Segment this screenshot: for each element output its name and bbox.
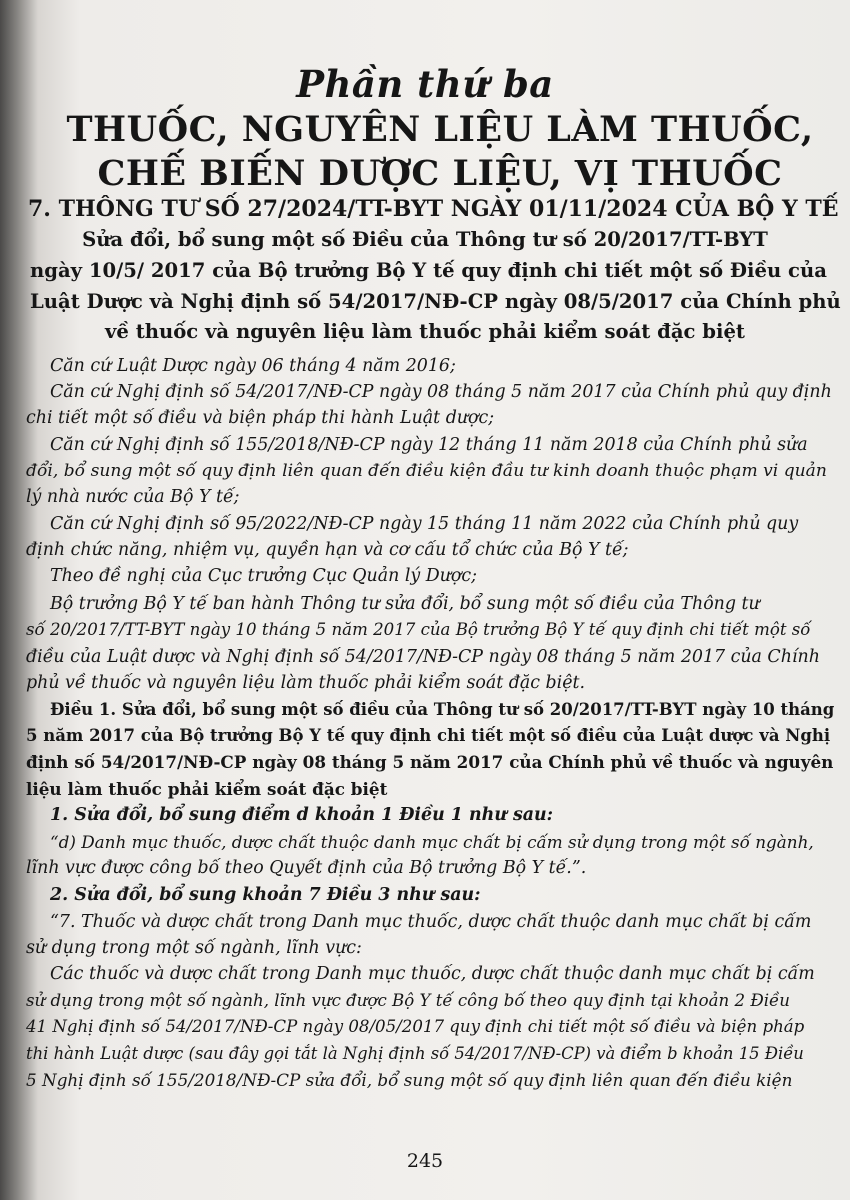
clause-heading: 1. Sửa đổi, bổ sung điểm d khoản 1 Điều 1 như sau:: [50, 805, 554, 825]
preamble-line: Căn cứ Nghị định số 155/2018/NĐ-CP ngày 12 tháng 11 năm 2018 của Chính phủ sửa: [50, 435, 808, 455]
preamble-line: chi tiết một số điều và biện pháp thi hành Luật dược;: [26, 408, 495, 428]
article-1-heading: định số 54/2017/NĐ-CP ngày 08 tháng 5 năm 2017 của Chính phủ về thuốc và nguyên: [26, 752, 834, 772]
article-1-heading: liệu làm thuốc phải kiểm soát đặc biệt: [26, 779, 388, 799]
clause-text-line: thi hành Luật dược (sau đây gọi tắt là Nghị định số 54/2017/NĐ-CP) và điểm b khoản 15 Điều: [26, 1044, 804, 1063]
preamble-line: Căn cứ Nghị định số 95/2022/NĐ-CP ngày 15 tháng 11 năm 2022 của Chính phủ quy: [50, 514, 799, 534]
section-title-line-2: CHẾ BIẾN DƯỢC LIỆU, VỊ THUỐC: [97, 153, 783, 194]
clause-text-line: “d) Danh mục thuốc, dược chất thuộc danh mục chất bị cấm sử dụng trong một số ngành,: [50, 832, 814, 852]
circular-subtitle-line: ngày 10/5/ 2017 của Bộ trưởng Bộ Y tế quy định chi tiết một số Điều của: [30, 259, 827, 282]
preamble-line: điều của Luật dược và Nghị định số 54/2017/NĐ-CP ngày 08 tháng 5 năm 2017 của Chính: [26, 647, 820, 667]
circular-subtitle-line: Sửa đổi, bổ sung một số Điều của Thông tư số 20/2017/TT-BYT: [82, 228, 768, 251]
circular-number-heading: 7. THÔNG TƯ SỐ 27/2024/TT-BYT NGÀY 01/11/2024 CỦA BỘ Y TẾ: [28, 196, 839, 222]
preamble-line: Căn cứ Luật Dược ngày 06 tháng 4 năm 2016;: [50, 356, 456, 376]
clause-text-line: “7. Thuốc và dược chất trong Danh mục thuốc, dược chất thuộc danh mục chất bị cấm: [50, 912, 812, 932]
preamble-line: Bộ trưởng Bộ Y tế ban hành Thông tư sửa đổi, bổ sung một số điều của Thông tư: [50, 594, 760, 614]
preamble-line: lý nhà nước của Bộ Y tế;: [26, 487, 240, 507]
article-1-heading: Điều 1. Sửa đổi, bổ sung một số điều của Thông tư số 20/2017/TT-BYT ngày 10 tháng: [50, 700, 835, 719]
page-number: 245: [406, 1150, 444, 1172]
preamble-line: định chức năng, nhiệm vụ, quyền hạn và cơ cấu tổ chức của Bộ Y tế;: [26, 540, 629, 560]
preamble-line: Theo đề nghị của Cục trưởng Cục Quản lý Dược;: [50, 566, 477, 586]
clause-text-line: Các thuốc và dược chất trong Danh mục thuốc, dược chất thuộc danh mục chất bị cấm: [50, 964, 815, 984]
part-title: Phần thứ ba: [296, 62, 554, 106]
clause-text-line: sử dụng trong một số ngành, lĩnh vực được Bộ Y tế công bố theo quy định tại khoản 2 Điều: [26, 991, 790, 1010]
preamble-line: Căn cứ Nghị định số 54/2017/NĐ-CP ngày 08 tháng 5 năm 2017 của Chính phủ quy định: [50, 382, 832, 402]
clause-heading: 2. Sửa đổi, bổ sung khoản 7 Điều 3 như sau:: [50, 885, 481, 905]
preamble-line: phủ về thuốc và nguyên liệu làm thuốc phải kiểm soát đặc biệt.: [26, 673, 586, 693]
article-1-heading: 5 năm 2017 của Bộ trưởng Bộ Y tế quy định chi tiết một số điều của Luật dược và Nghị: [26, 726, 831, 745]
clause-text-line: sử dụng trong một số ngành, lĩnh vực:: [26, 938, 362, 958]
preamble-line: số 20/2017/TT-BYT ngày 10 tháng 5 năm 2017 của Bộ trưởng Bộ Y tế quy định chi tiết một số: [26, 620, 811, 639]
clause-text-line: 41 Nghị định số 54/2017/NĐ-CP ngày 08/05/2017 quy định chi tiết một số điều và biện pháp: [26, 1017, 805, 1036]
section-title-line-1: THUỐC, NGUYÊN LIỆU LÀM THUỐC,: [66, 109, 814, 150]
clause-text-line: 5 Nghị định số 155/2018/NĐ-CP sửa đổi, bổ sung một số quy định liên quan đến điều kiện: [26, 1070, 793, 1090]
preamble-line: đổi, bổ sung một số quy định liên quan đến điều kiện đầu tư kinh doanh thuộc phạm vi quản: [26, 461, 827, 481]
clause-text-line: lĩnh vực được công bố theo Quyết định của Bộ trưởng Bộ Y tế.”.: [26, 858, 587, 878]
circular-subtitle-line: về thuốc và nguyên liệu làm thuốc phải kiểm soát đặc biệt: [105, 320, 745, 343]
circular-subtitle-line: Luật Dược và Nghị định số 54/2017/NĐ-CP ngày 08/5/2017 của Chính phủ: [30, 290, 841, 313]
